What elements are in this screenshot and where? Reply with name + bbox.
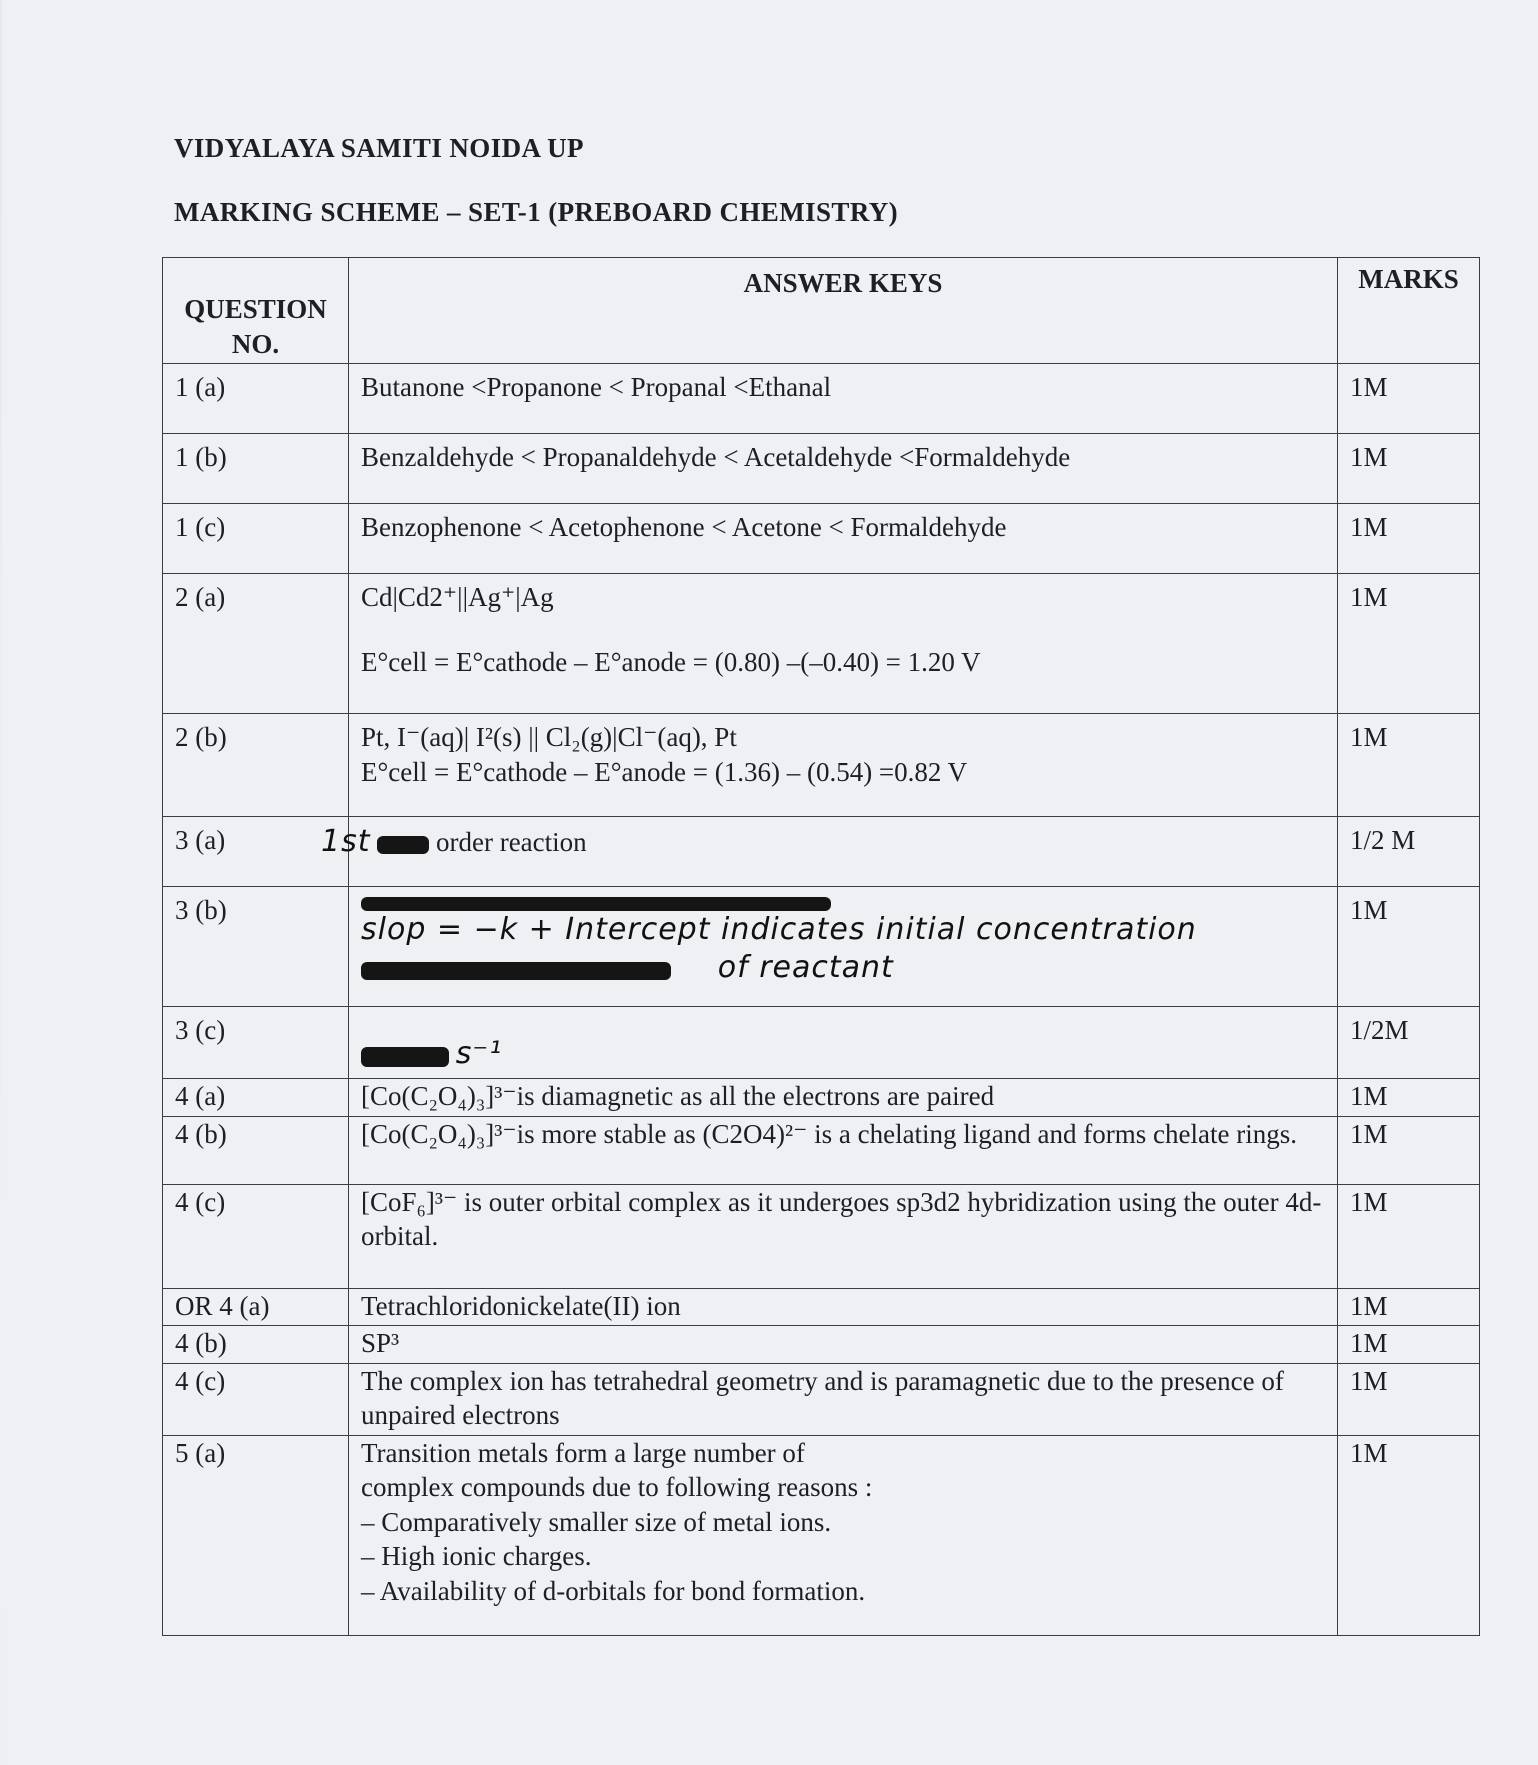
marks: 1M: [1338, 1184, 1480, 1288]
redaction-mark: [361, 897, 831, 911]
marks: 1/2M: [1338, 1007, 1480, 1079]
table-row: [163, 434, 1480, 504]
table-row: [163, 1007, 1480, 1079]
marks: 1M: [1338, 1326, 1480, 1364]
answer-key: Butanone <Propanone < Propanal <Ethanal: [349, 364, 1338, 434]
question-no: OR 4 (a): [163, 1288, 349, 1326]
question-no: 1 (b): [163, 434, 349, 504]
question-no: 3 (a): [163, 817, 349, 887]
marks: 1/2 M: [1338, 817, 1480, 887]
marks: 1M: [1338, 1435, 1480, 1635]
table-row: [163, 1326, 1480, 1364]
answer-key: [349, 1007, 1338, 1079]
question-no: 4 (a): [163, 1079, 349, 1117]
handwritten-answer: s⁻¹: [455, 1036, 503, 1072]
table-header-row: [163, 258, 1480, 364]
answer-key: Benzophenone < Acetophenone < Acetone < Formaldehyde: [349, 504, 1338, 574]
marks: 1M: [1338, 434, 1480, 504]
answer-key: The complex ion has tetrahedral geometry and is paramagnetic due to the presence of unpaired electrons: [349, 1363, 1338, 1435]
table-row: [163, 1116, 1480, 1184]
question-no: 4 (c): [163, 1184, 349, 1288]
answer-key: [349, 714, 1338, 817]
redaction-mark: [377, 836, 429, 854]
table-row: [163, 504, 1480, 574]
redaction-mark: [361, 1047, 449, 1067]
table-row: [163, 1363, 1480, 1435]
table-row: [163, 574, 1480, 714]
answer-line: Cd|Cd2⁺||Ag⁺|Ag: [361, 582, 554, 613]
answer-line: Transition metals form a large number of: [361, 1437, 805, 1468]
marks: 1M: [1338, 1116, 1480, 1184]
answer-key: [Co(C₂O₄)₃]³⁻is more stable as (C2O4)²⁻ is a chelating ligand and forms chelate rings.: [349, 1116, 1338, 1184]
table-row: [163, 887, 1480, 1007]
redaction-mark: [361, 962, 671, 980]
table-row: [163, 364, 1480, 434]
marks: 1M: [1338, 1079, 1480, 1117]
answer-key: Tetrachloridonickelate(II) ion: [349, 1288, 1338, 1326]
answer-line: complex compounds due to following reasons :: [361, 1472, 873, 1503]
marks: 1M: [1338, 1363, 1480, 1435]
question-no: 5 (a): [163, 1435, 349, 1635]
answer-key: [321, 817, 1338, 887]
table-row: [163, 714, 1480, 817]
answer-line: Pt, I⁻(aq)| I²(s) || Cl₂(g)|Cl⁻(aq), Pt: [361, 722, 737, 753]
question-no: 3 (c): [163, 1007, 349, 1079]
answer-key: [CoF₆]³⁻ is outer orbital complex as it undergoes sp3d2 hybridization using the outer 4d-orbital.: [349, 1184, 1338, 1288]
answer-line: – Comparatively smaller size of metal ions.: [361, 1506, 832, 1537]
answer-key: SP³: [349, 1326, 1338, 1364]
table-row: [163, 1184, 1480, 1288]
column-header-marks: MARKS: [1338, 258, 1480, 364]
answer-text: order reaction: [435, 827, 587, 858]
question-no: 1 (a): [163, 364, 349, 434]
question-no: 2 (b): [163, 714, 349, 817]
question-no: 3 (b): [163, 887, 349, 1007]
marking-scheme-table: [162, 257, 1480, 1636]
question-no: 1 (c): [163, 504, 349, 574]
answer-key: [Co(C₂O₄)₃]³⁻is diamagnetic as all the electrons are paired: [349, 1079, 1338, 1117]
answer-line: – Availability of d-orbitals for bond formation.: [361, 1576, 866, 1607]
school-title: VIDYALAYA SAMITI NOIDA UP: [174, 133, 584, 163]
column-header-answer: ANSWER KEYS: [349, 258, 1338, 364]
question-no: 4 (b): [163, 1326, 349, 1364]
marks: 1M: [1338, 714, 1480, 817]
document-title: MARKING SCHEME – SET-1 (PREBOARD CHEMISTRY): [174, 197, 899, 227]
table-row: [163, 1435, 1480, 1635]
marks: 1M: [1338, 1288, 1480, 1326]
handwritten-answer: of reactant: [717, 950, 894, 986]
marks: 1M: [1338, 887, 1480, 1007]
marks: 1M: [1338, 574, 1480, 714]
handwritten-answer: slop = −k + Intercept indicates initial concentration: [361, 912, 1197, 948]
question-no: 4 (b): [163, 1116, 349, 1184]
question-no: 4 (c): [163, 1363, 349, 1435]
question-no: 2 (a): [163, 574, 349, 714]
paper-sheet: [2, 0, 1538, 1765]
answer-key: Benzaldehyde < Propanaldehyde < Acetaldehyde <Formaldehyde: [349, 434, 1338, 504]
handwritten-annotation: 1st: [321, 824, 371, 860]
marks: 1M: [1338, 504, 1480, 574]
column-header-question: QUESTION NO.: [163, 258, 349, 364]
answer-line: E°cell = E°cathode – E°anode = (1.36) – (0.54) =0.82 V: [361, 756, 968, 787]
table-row: [163, 1079, 1480, 1117]
table-row: [163, 817, 1480, 887]
answer-line: E°cell = E°cathode – E°anode = (0.80) –(–0.40) = 1.20 V: [361, 646, 981, 677]
answer-key: [349, 887, 1338, 1007]
answer-key: [349, 574, 1338, 714]
answer-key: [349, 1435, 1338, 1635]
answer-line: – High ionic charges.: [361, 1541, 592, 1572]
table-row: [163, 1288, 1480, 1326]
marks: 1M: [1338, 364, 1480, 434]
